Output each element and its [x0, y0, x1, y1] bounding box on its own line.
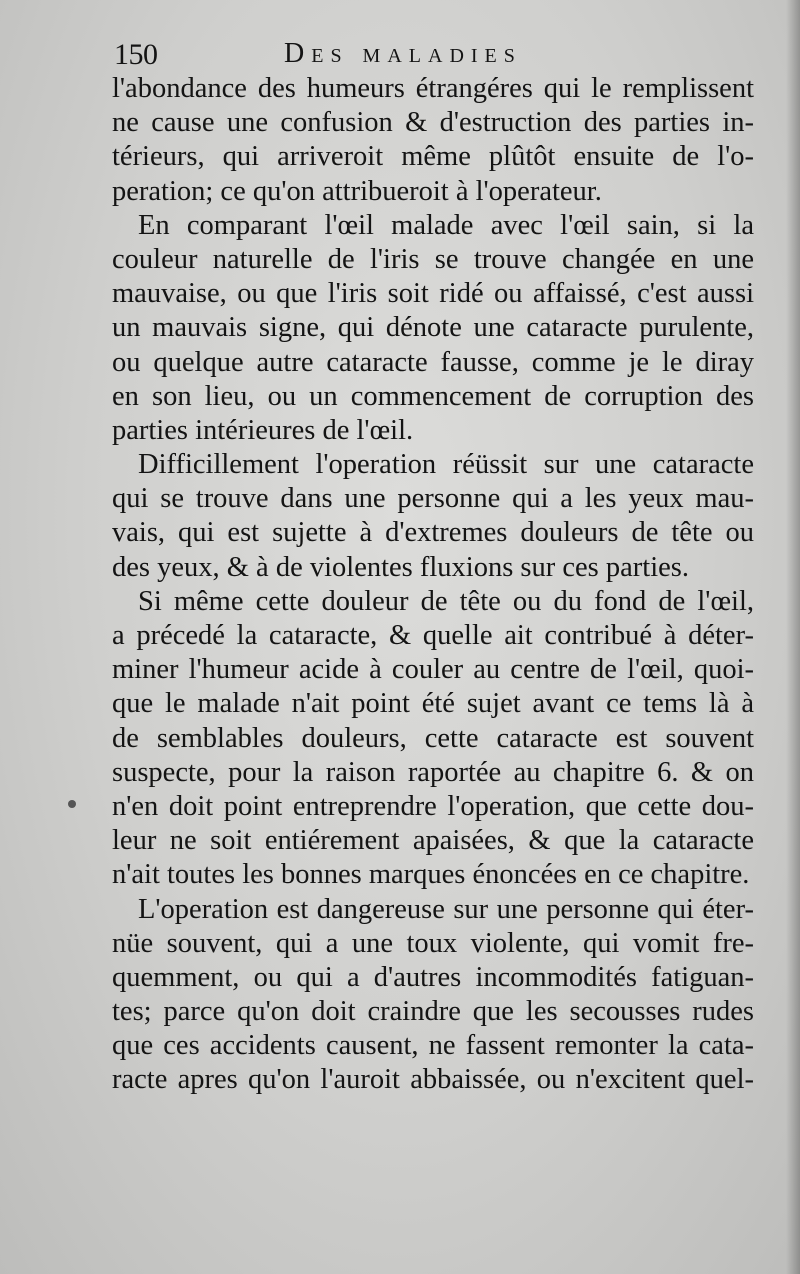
text-line: Difficillement l'operation réüssit sur une cataracte	[138, 449, 754, 481]
text-line: parties intérieures de l'œil.	[112, 414, 414, 446]
text-line: miner l'humeur acide à couler au centre de l'œil, quoi-	[112, 654, 754, 686]
text-line: a précedé la cataracte, & quelle ait contribué à déter-	[112, 620, 754, 651]
text-line: ou quelque autre cataracte fausse, comme je le diray	[112, 346, 754, 378]
text-line: de semblables douleurs, cette cataracte est souvent	[112, 722, 754, 754]
text-line: leur ne soit entiérement apaisées, & que la cataracte	[112, 825, 754, 857]
text-line: vais, qui est sujette à d'extremes douleurs de tête ou	[112, 517, 754, 549]
body-text	[112, 72, 754, 1098]
running-head: Des maladies	[284, 38, 522, 69]
page-edge-shadow	[786, 0, 800, 1274]
text-line: n'en doit point entreprendre l'operation, que cette dou-	[112, 790, 754, 822]
text-line: quemment, ou qui a d'autres incommodités fatiguan-	[112, 961, 754, 993]
text-line: suspecte, pour la raison raportée au chapitre 6. & on	[112, 756, 754, 788]
text-line: n'ait toutes les bonnes marques énoncées en ce chapitre.	[112, 859, 750, 891]
text-line: que le malade n'ait point été sujet avant ce tems là à	[112, 688, 754, 720]
text-line: un mauvais signe, qui dénote une cataracte purulente,	[112, 312, 754, 344]
text-line: en son lieu, ou un commencement de corruption des	[112, 380, 754, 412]
text-line: couleur naturelle de l'iris se trouve changée en une	[112, 243, 754, 275]
text-line: nüe souvent, qui a une toux violente, qui vomit fre-	[112, 927, 754, 959]
text-line: mauvaise, ou que l'iris soit ridé ou affaissé, c'est aussi	[112, 278, 754, 310]
page-number: 150	[114, 38, 158, 71]
text-line: tes; parce qu'on doit craindre que les secousses rudes	[112, 996, 754, 1028]
text-line: L'operation est dangereuse sur une personne qui éter-	[138, 893, 754, 925]
text-line: ne cause une confusion & d'estruction des parties in-	[112, 107, 754, 139]
text-line: peration; ce qu'on attribueroit à l'operateur.	[112, 175, 602, 207]
text-line: qui se trouve dans une personne qui a les yeux mau-	[112, 483, 754, 515]
text-line: térieurs, qui arriveroit même plûtôt ensuite de l'o-	[112, 141, 754, 173]
text-line: l'abondance des humeurs étrangéres qui le remplissent	[112, 73, 754, 104]
text-line: En comparant l'œil malade avec l'œil sain, si la	[138, 209, 754, 241]
ink-spot	[68, 800, 76, 808]
text-line: Si même cette douleur de tête ou du fond de l'œil,	[138, 585, 754, 617]
text-line: des yeux, & à de violentes fluxions sur ces parties.	[112, 551, 689, 583]
page-header	[114, 38, 754, 72]
text-line: que ces accidents causent, ne fassent remonter la cata-	[112, 1030, 754, 1062]
text-line: racte apres qu'on l'auroit abbaissée, ou n'excitent quel-	[112, 1064, 754, 1096]
